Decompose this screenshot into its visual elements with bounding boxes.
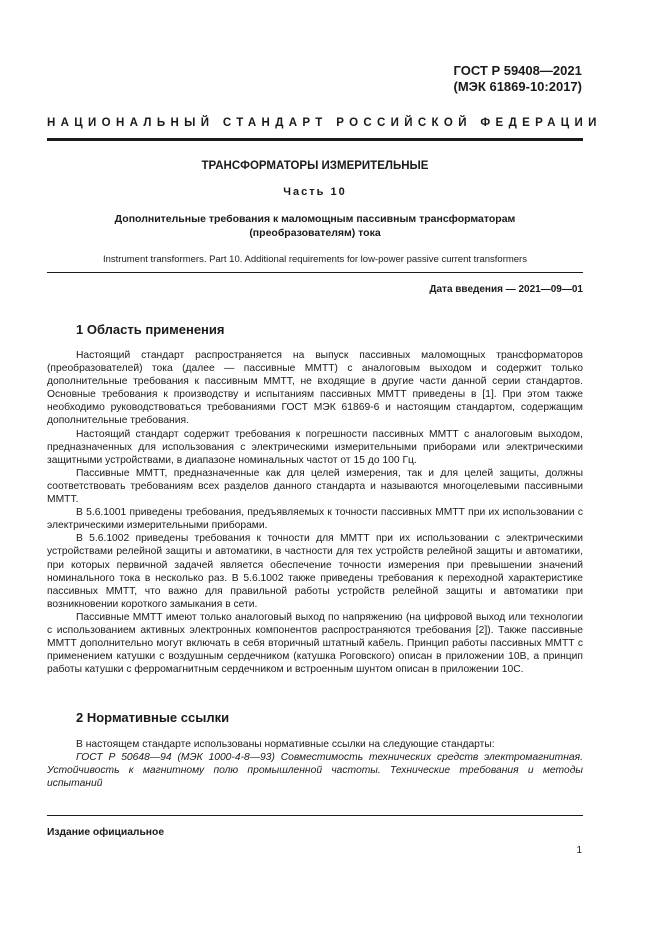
- paragraph: В настоящем стандарте использованы нормативные ссылки на следующие стандарты:: [76, 739, 495, 750]
- paragraph: Настоящий стандарт распространяется на выпуск пассивных маломощных трансформаторов (преобразователей) тока (далее — пассивные ММТТ) с аналоговым выходом и содержит только дополнительные требования к пассивным ММТТ, не входящие в другие части данной серии стандартов. Основные требования к производству и испытаниям пассивных ММТТ приведены в [1]. При этом также необходимо руководствоваться требованиями ГОСТ МЭК 61869-6 и настоящим стандартом, содержащим дополнительные требования.: [47, 350, 583, 427]
- title-divider: [47, 272, 583, 273]
- footer-divider: [47, 815, 583, 816]
- subtitle-line-2: (преобразователям) тока: [249, 227, 381, 239]
- header-divider: [47, 138, 583, 141]
- page-number: 1: [576, 845, 582, 856]
- subtitle-line-1: Дополнительные требования к маломощным пассивным трансформаторам: [114, 213, 516, 225]
- official-edition-label: Издание официальное: [47, 827, 165, 838]
- gost-number: ГОСТ Р 59408—2021: [453, 63, 582, 78]
- introduction-date: Дата введения — 2021—09—01: [429, 284, 583, 295]
- document-title: ТРАНСФОРМАТОРЫ ИЗМЕРИТЕЛЬНЫЕ: [201, 160, 429, 172]
- section-2-heading: 2 Нормативные ссылки: [76, 710, 230, 725]
- paragraph: В 5.6.1001 приведены требования, предъявляемых к точности пассивных ММТТ при их использовании с электрическими измерительными приборами.: [47, 507, 583, 532]
- gost-number-block: [454, 63, 582, 95]
- paragraph: Пассивные ММТТ, предназначенные как для целей измерения, так и для целей защиты, должны соответствовать требованиям всех разделов данного стандарта и называются многоцелевыми пассивными ММТТ.: [47, 467, 583, 506]
- document-subtitle: [47, 212, 583, 240]
- section-2-body: [47, 738, 583, 790]
- paragraph: Настоящий стандарт содержит требования к погрешности пассивных ММТТ с аналоговым выходом, предназначенных для использования с электрическими измерительными приборами или электрическими защитными устройствами, в диапазоне номинальных частот от 15 до 100 Гц.: [47, 428, 583, 466]
- english-title: Instrument transformers. Part 10. Additional requirements for low-power passive current transformers: [103, 254, 527, 265]
- part-label: Часть 10: [283, 186, 347, 198]
- normative-reference: ГОСТ Р 50648—94 (МЭК 1000-4-8—93) Совместимость технических средств электромагнитная. Устойчивость к магнитному полю промышленной частоты. Технические требования и методы испытаний: [47, 752, 583, 790]
- section-1-body: [47, 349, 583, 676]
- iec-number: (МЭК 61869-10:2017): [453, 79, 582, 94]
- national-standard-banner: НАЦИОНАЛЬНЫЙ СТАНДАРТ РОССИЙСКОЙ ФЕДЕРАЦИИ: [47, 117, 602, 129]
- paragraph: Пассивные ММТТ имеют только аналоговый выход по напряжению (на цифровой выход или технологии с использованием активных электронных компонентов распространяются требования [2]). Также пассивные ММТТ дополнительно могут включать в себя вторичный штатный кабель. Принцип работы пассивных ММТТ с применением катушки с воздушным сердечником (катушка Роговского) описан в приложении 10B, а принцип работы катушки с ферромагнитным сердечником и встроенным шунтом описан в приложении 10C.: [47, 611, 583, 676]
- section-1-heading: 1 Область применения: [76, 322, 225, 337]
- paragraph: В 5.6.1002 приведены требования к точности для ММТТ при их использовании с электрическими устройствами релейной защиты и автоматики, в частности для тех устройств релейной защиты и автоматики, при которых первичной задачей является обеспечение точности измерения при превышении значений номинального тока в несколько раз. В 5.6.1002 также приведены требования к переходной характеристике пассивных ММТТ, что важно для правильной работы устройств релейной защиты и автоматики при возникновении короткого замыкания в сети.: [47, 533, 583, 610]
